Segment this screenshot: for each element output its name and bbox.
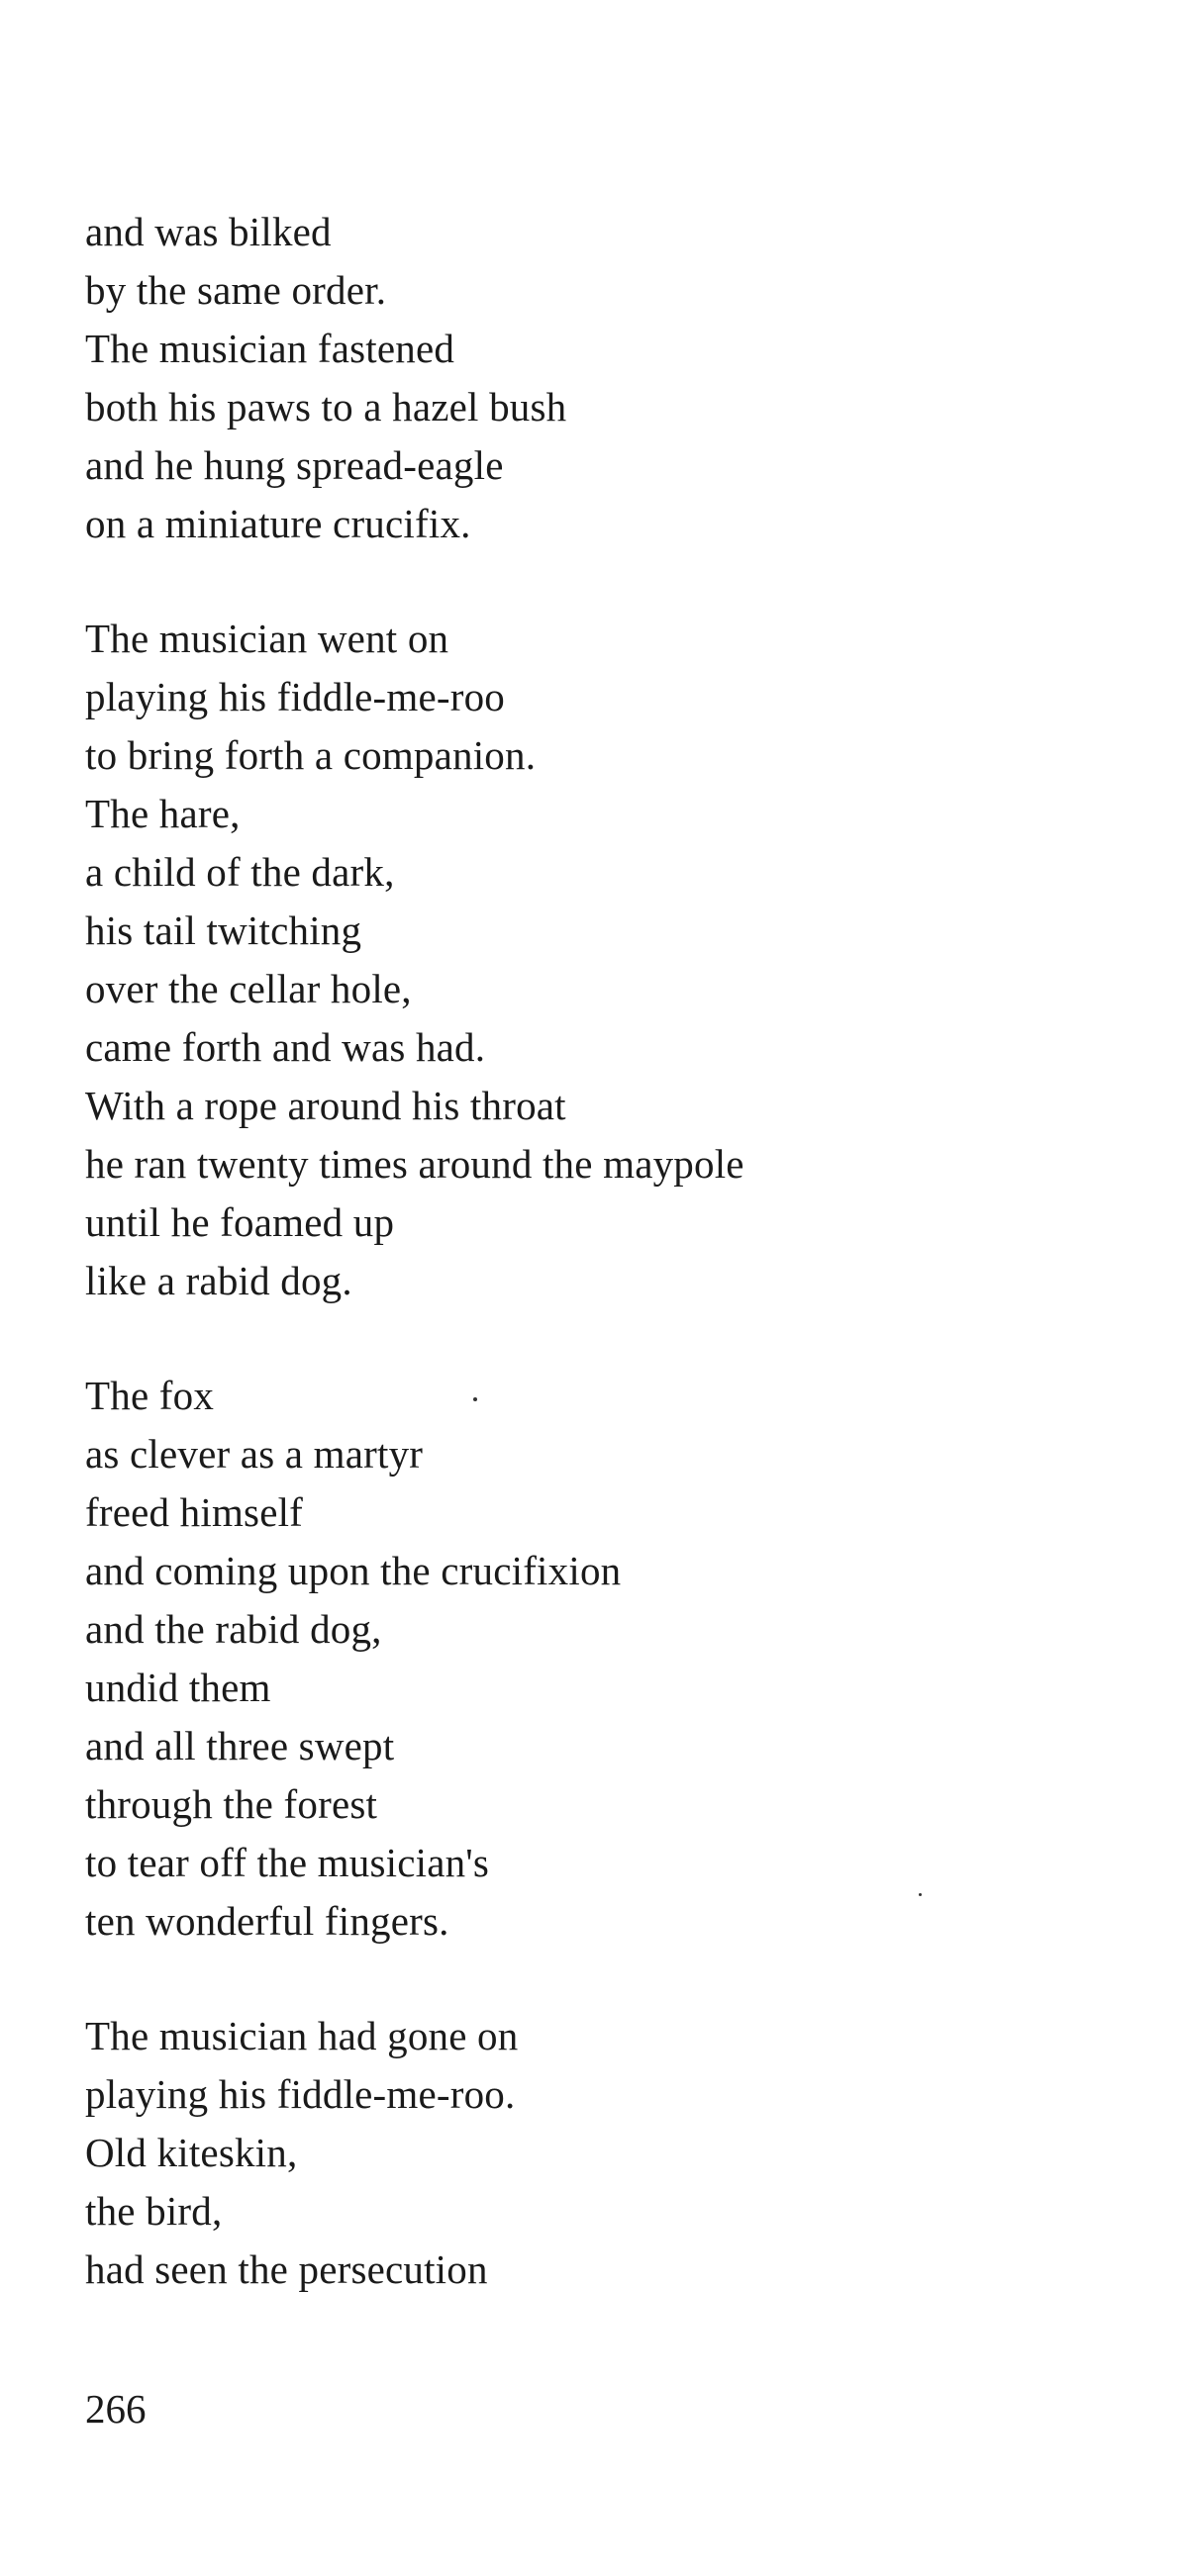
poem-line: the bird, <box>85 2188 223 2234</box>
poem-line: as clever as a martyr <box>85 1431 424 1477</box>
poem-line: like a rabid dog. <box>85 1258 352 1303</box>
poem-line: ten wonderful fingers. <box>85 1898 449 1944</box>
poem-line: playing his fiddle-me-roo. <box>85 2071 516 2117</box>
poem-line: through the forest <box>85 1781 378 1827</box>
poem-line: and was bilked <box>85 209 332 254</box>
poem-line: had seen the persecution <box>85 2246 488 2292</box>
poem-line: playing his fiddle-me-roo <box>85 674 506 719</box>
poem-line: by the same order. <box>85 267 387 313</box>
poem-line: The fox <box>85 1373 215 1418</box>
poem-line: The hare, <box>85 791 241 836</box>
poem-line: and coming upon the crucifixion <box>85 1548 622 1593</box>
poem-line: a child of the dark, <box>85 849 395 895</box>
poem-line: came forth and was had. <box>85 1024 486 1070</box>
scan-speck <box>919 1893 922 1896</box>
stanza-4 <box>85 2007 1075 2299</box>
poem-line: freed himself <box>85 1489 304 1535</box>
poem-line: and he hung spread-eagle <box>85 442 504 488</box>
poem-line: and all three swept <box>85 1723 395 1768</box>
stanza-3 <box>85 1367 1075 1951</box>
poem-line: over the cellar hole, <box>85 966 412 1011</box>
poem-line: undid them <box>85 1665 271 1710</box>
poem-line: With a rope around his throat <box>85 1083 566 1128</box>
poem-text <box>85 203 1075 2299</box>
poem-line: The musician had gone on <box>85 2013 519 2058</box>
poem-line: The musician fastened <box>85 326 455 371</box>
poem-line: The musician went on <box>85 616 449 661</box>
poem-line: to bring forth a companion. <box>85 732 537 778</box>
poem-line: Old kiteskin, <box>85 2130 298 2175</box>
stanza-2 <box>85 610 1075 1310</box>
poem-line: he ran twenty times around the maypole <box>85 1141 744 1187</box>
poem-line: and the rabid dog, <box>85 1606 382 1652</box>
scan-speck <box>473 1397 477 1401</box>
page-number: 266 <box>85 2386 147 2432</box>
poem-line: both his paws to a hazel bush <box>85 384 567 429</box>
poem-line: until he foamed up <box>85 1199 395 1245</box>
poem-line: to tear off the musician's <box>85 1840 490 1885</box>
poem-line: his tail twitching <box>85 907 362 953</box>
stanza-1 <box>85 203 1075 553</box>
poem-line: on a miniature crucifix. <box>85 501 471 546</box>
